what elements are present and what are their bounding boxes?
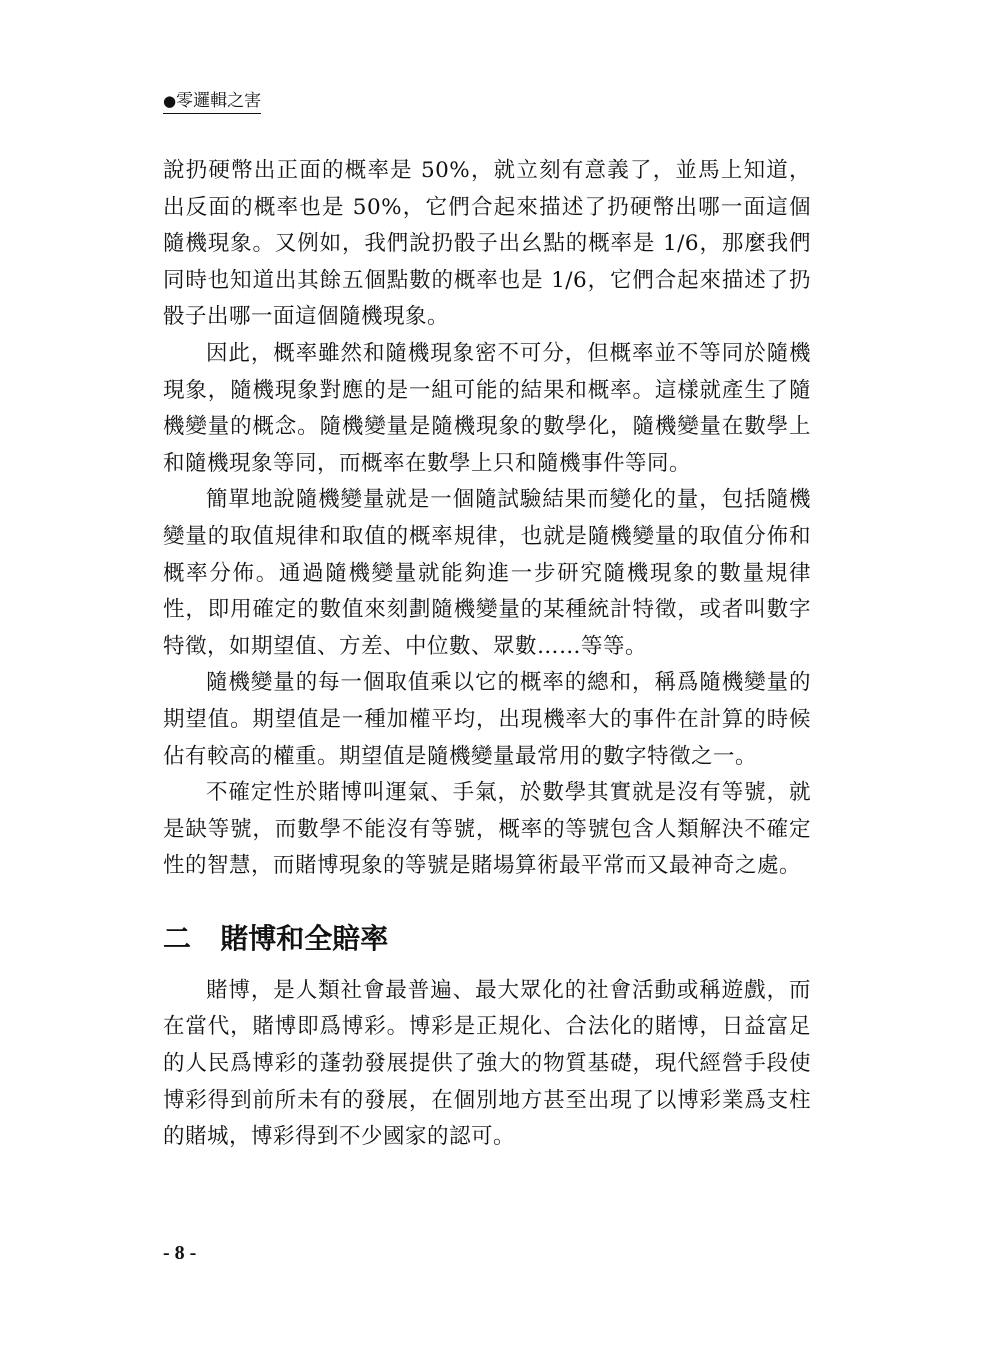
paragraph-3: 簡單地說隨機變量就是一個隨試驗結果而變化的量，包括隨機變量的取值規律和取值的概率規律，也就是隨機變量的取值分佈和概率分佈。通過隨機變量就能夠進一步研究隨機現象的數量規律性，即用確定的數值來刻劃隨機變量的某種統計特徵，或者叫數字特徵，如期望值、方差、中位數、眾數……等等。 [163, 487, 811, 659]
section-number: 二 [163, 921, 192, 955]
paragraph-2: 因此，概率雖然和隨機現象密不可分，但概率並不等同於隨機現象，隨機現象對應的是一組可能的結果和概率。這樣就產生了隨機變量的概念。隨機變量是隨機現象的數學化，隨機變量在數學上和隨機現象等同，而概率在數學上只和隨機事件等同。 [163, 340, 811, 476]
running-header-title: 零邏輯之害 [176, 91, 262, 111]
section-heading [163, 921, 811, 957]
page-content [163, 153, 811, 1156]
section-title: 賭博和全賠率 [220, 921, 389, 955]
paragraph-5: 不確定性於賭博叫運氣、手氣，於數學其實就是沒有等號，就是缺等號，而數學不能沒有等號，概率的等號包含人類解決不確定性的智慧，而賭博現象的等號是賭場算術最平常而又最神奇之處。 [163, 780, 811, 879]
bullet-icon: ● [163, 92, 177, 110]
page-number: - 8 - [163, 1242, 197, 1264]
paragraph-1: 說扔硬幣出正面的概率是 50%，就立刻有意義了，並馬上知道，出反面的概率也是 50%，它們合起來描述了扔硬幣出哪一面這個隨機現象。又例如，我們說扔骰子出幺點的概率是 1/6，那麼我們同時也知道出其餘五個點數的概率也是 1/6，它們合起來描述了扔骰子出哪一面這個隨機現象。 [163, 158, 811, 330]
paragraph-4: 隨機變量的每一個取值乘以它的概率的總和，稱爲隨機變量的期望值。期望值是一種加權平均，出現機率大的事件在計算的時候佔有較高的權重。期望值是隨機變量最常用的數字特徵之一。 [163, 670, 811, 769]
running-header [163, 90, 261, 114]
section-paragraph-1: 賭博，是人類社會最普遍、最大眾化的社會活動或稱遊戲，而在當代，賭博即爲博彩。博彩是正規化、合法化的賭博，日益富足的人民爲博彩的蓬勃發展提供了強大的物質基礎，現代經營手段使博彩得到前所未有的發展，在個別地方甚至出現了以博彩業爲支柱的賭城，博彩得到不少國家的認可。 [163, 977, 811, 1150]
